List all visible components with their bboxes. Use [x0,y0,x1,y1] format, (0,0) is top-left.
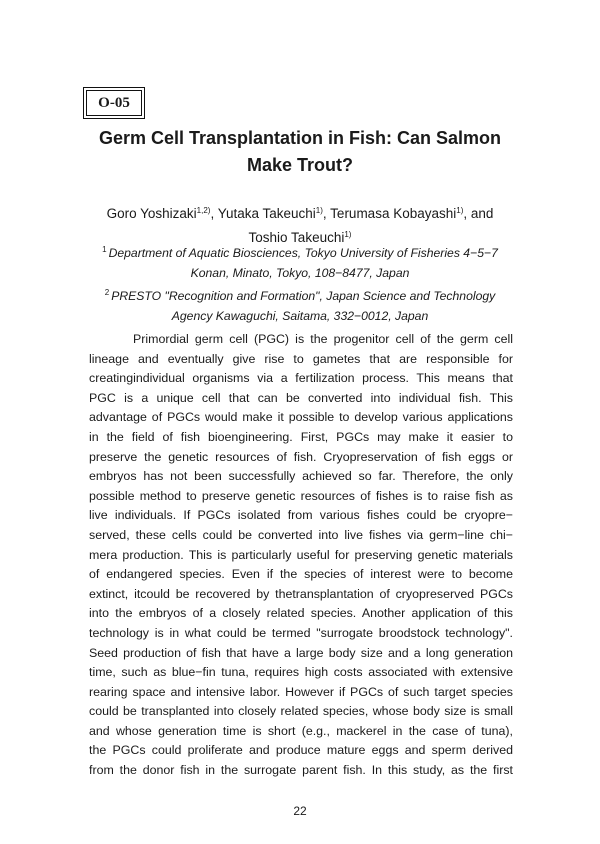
title-line-2: Make Trout? [246,155,353,175]
affiliation-1-line-1 [60,240,540,264]
body-line: of endangered species. Even if the species of interest were to become [89,567,513,582]
body-line: from the donor fish in the surrogate parent fish. In this study, as the first [89,763,513,778]
body-line: lineage and eventually give rise to gametes that are responsible for [89,351,513,366]
body-line: time, such as blue−fin tuna, requires high costs associated with extensive [89,665,513,680]
affiliation-2-line-1 [60,283,540,307]
body-line: possible method to preserve genetic resources of fishes is to raise fish as [89,488,513,503]
title-line-1: Germ Cell Transplantation in Fish: Can Salmon [98,128,502,148]
body-line: rearing space and intensive labor. However if PGCs of such target species [89,684,513,699]
body-line: preserve the genetic resources of fish. Cryopreservation of fish eggs or [89,449,513,464]
body-line: into the embryos of a closely related species. Another application of this [89,606,513,621]
body-line: technology is in what could be termed "surrogate broodstock technology". [89,625,513,640]
body-line: and whose generation time is short (e.g., mackerel in the case of tuna), [89,723,513,738]
affiliation-mark: 2 [104,288,110,297]
affiliations [60,240,540,326]
body-line: advantage of PGCs would make it possible to develop various applications [89,410,513,425]
affiliation-2-line-2: Agency Kawaguchi, Saitama, 332−0012, Japan [171,308,429,323]
author-name: Goro Yoshizaki [106,206,197,221]
body-line: in the field of fish bioengineering. First, PGCs may make it easier to [89,429,513,444]
body-line: creatingindividual organisms via a fertilization process. This means that [89,371,513,386]
abstract-code: O-05 [98,94,130,111]
body-line: Primordial germ cell (PGC) is the progenitor cell of the germ cell [133,332,513,346]
body-line: embryos has not been successfully achieved so far. Therefore, the only [89,469,513,484]
affiliation-text: Department of Aquatic Biosciences, Tokyo University of Fisheries 4−5−7 [108,246,498,260]
body-line: live individuals. If PGCs isolated from various fishes could be cryopre− [89,508,513,523]
body-line: Seed production of fish that have a large body size and a long generation [89,645,513,660]
page-number: 22 [293,804,307,818]
abstract-body [89,330,513,781]
author-affiliation-mark: 1) [315,206,323,215]
body-line: mera production. This is particularly useful for preserving genetic materials [89,547,513,562]
author-name: , Yutaka Takeuchi [210,206,316,221]
author-name: Toshio Takeuchi [248,230,345,245]
author-line-1 [60,200,540,224]
author-conjunction: , and [463,206,494,221]
author-affiliation-mark: 1) [344,230,352,239]
body-line: extinct, itcould be recovered by thetransplantation of cryopreserved PGCs [89,586,513,601]
affiliation-1-line-2: Konan, Minato, Tokyo, 108−8477, Japan [190,265,410,280]
body-line: the PGCs could proliferate and produce mature eggs and sperm derived [89,743,513,758]
body-line: PGC is a unique cell that can be converted into individual fish. This [89,390,513,405]
affiliation-text: PRESTO "Recognition and Formation", Japan Science and Technology [111,289,496,303]
author-name: , Terumasa Kobayashi [322,206,457,221]
body-line: could be transplanted into closely related species, whose body size is small [89,704,513,719]
abstract-code-box [86,90,142,116]
body-line: served, these cells could be converted into live fishes via germ−line chi− [89,527,513,542]
author-affiliation-mark: 1) [456,206,464,215]
affiliation-mark: 1 [102,245,107,254]
author-affiliation-mark: 1,2) [196,206,211,215]
